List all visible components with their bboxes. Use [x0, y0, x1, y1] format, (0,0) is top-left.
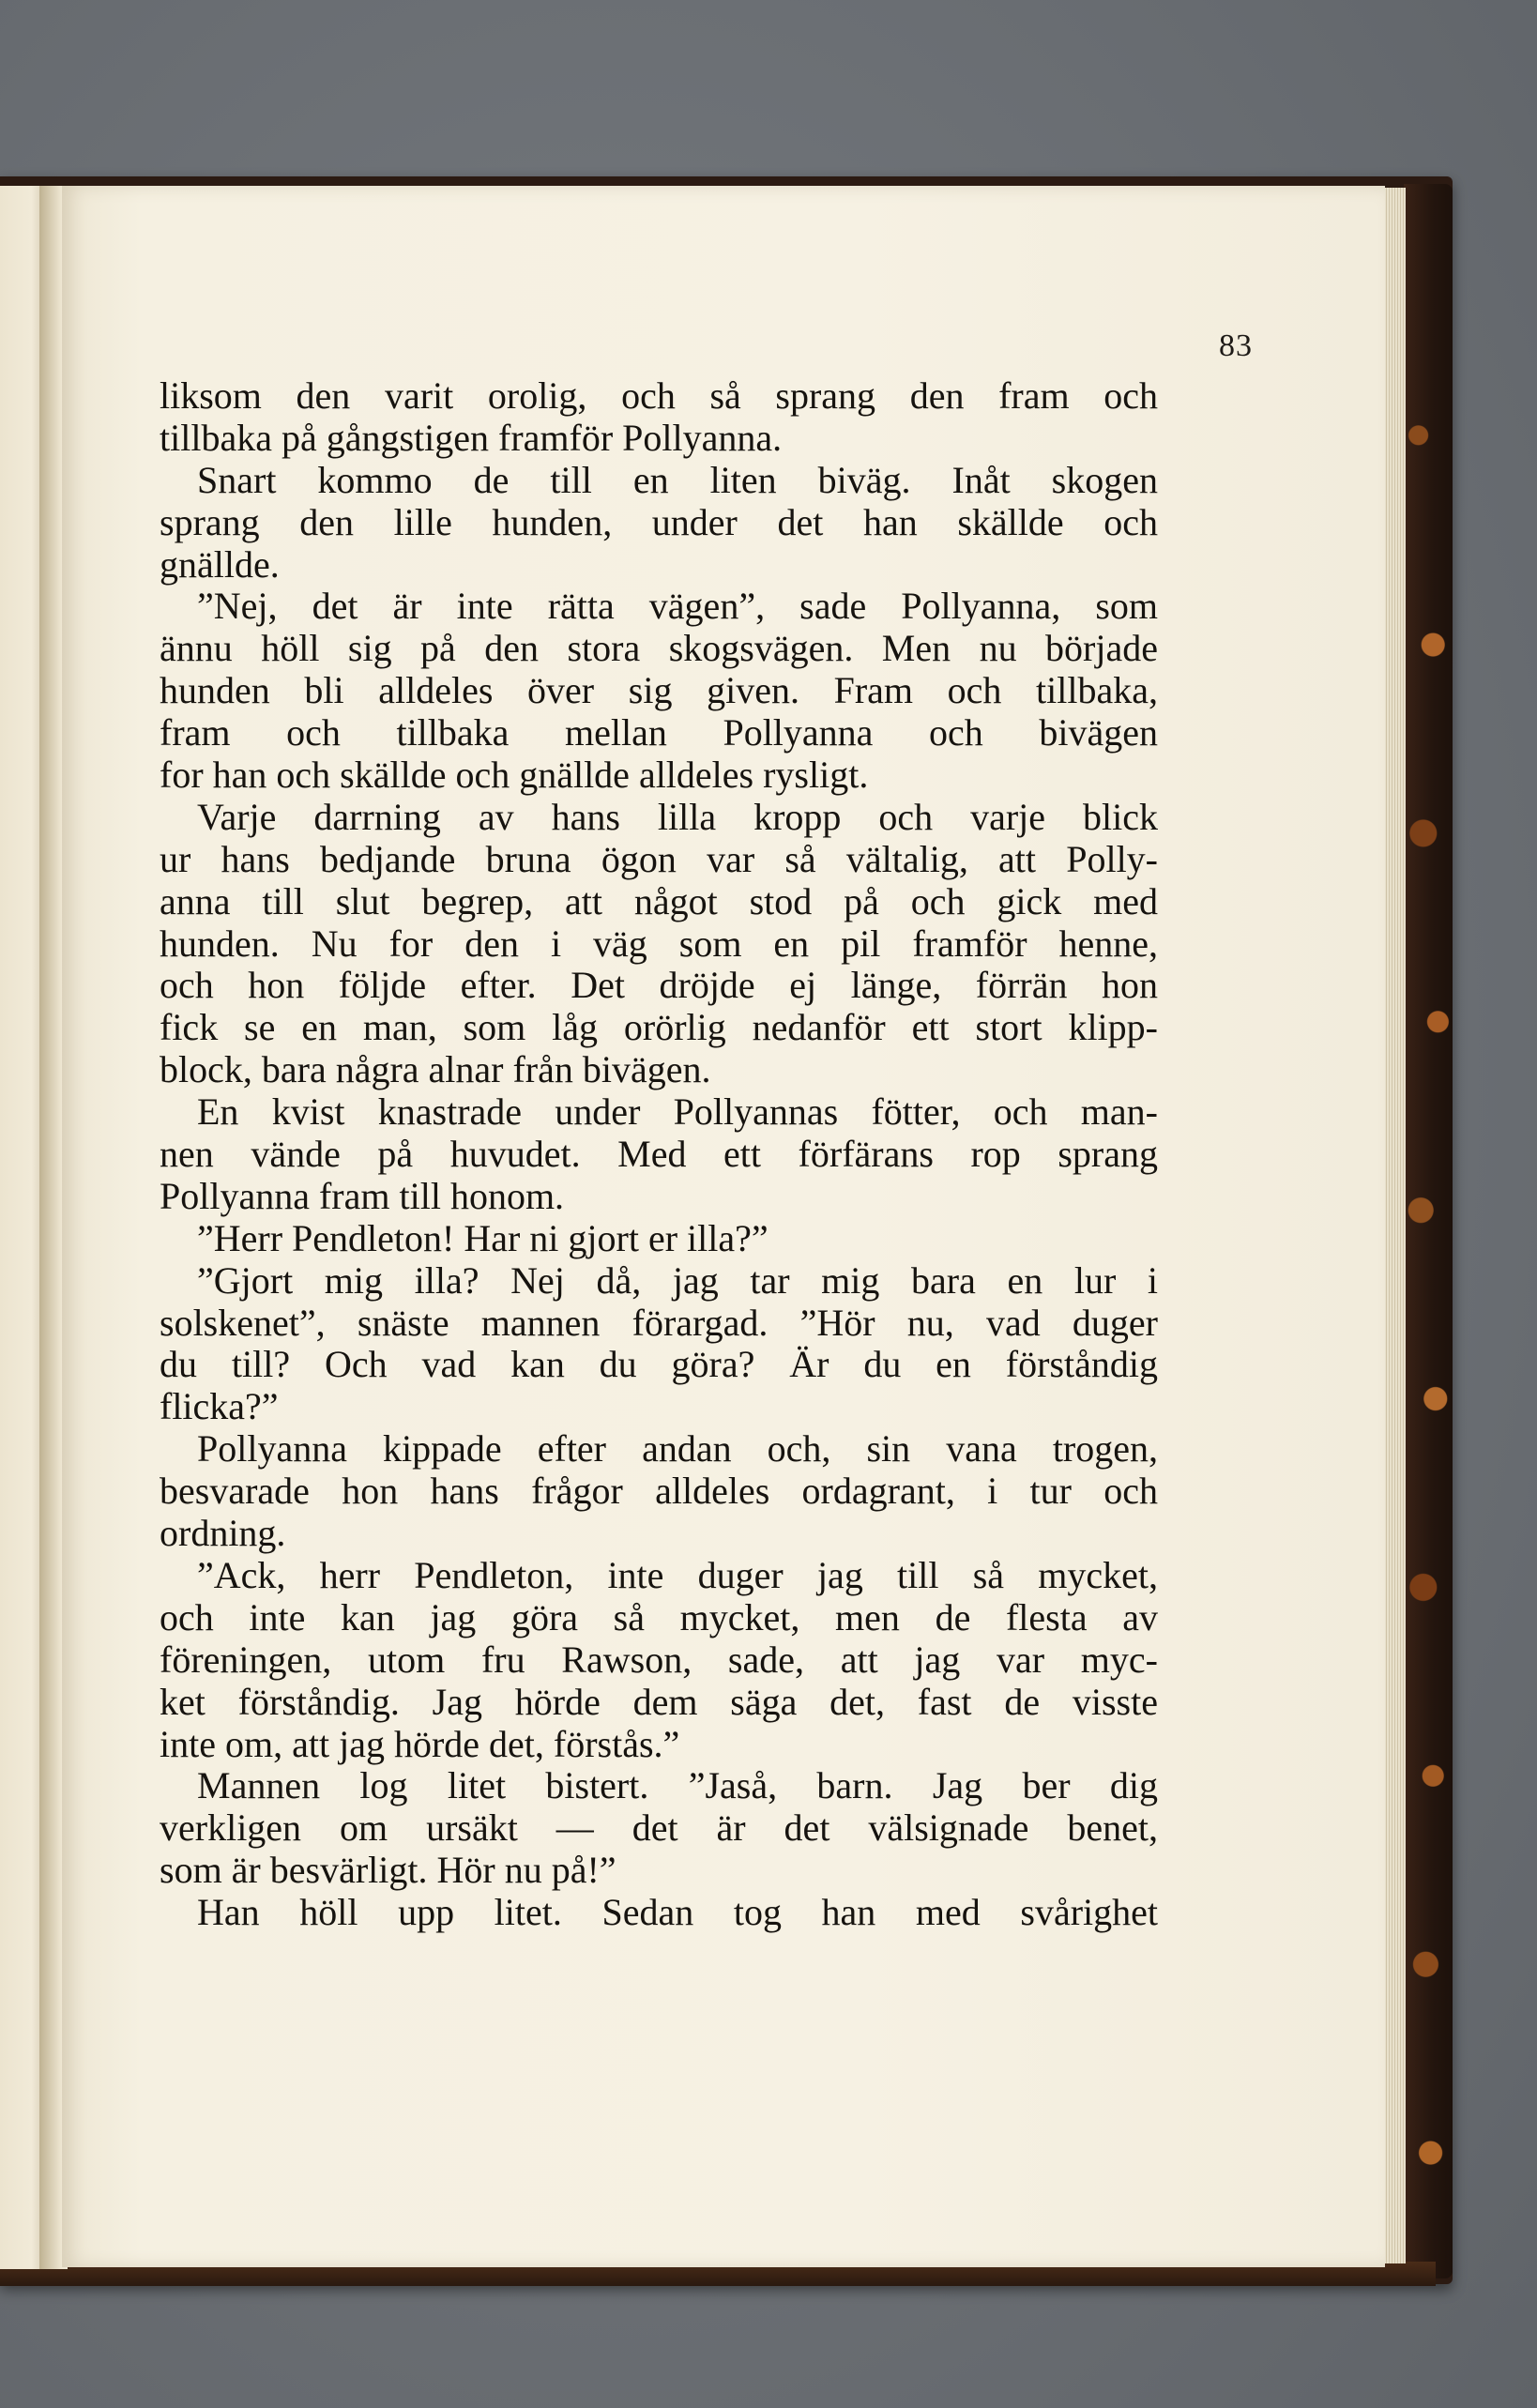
text-line: Snart kommo de till en liten biväg. Inåt skogen: [197, 459, 1158, 501]
text-line: Mannen log litet bistert. ”Jaså, barn. Jag ber dig: [197, 1765, 1158, 1807]
text-line: ur hans bedjande bruna ögon var så vältalig, att Polly-: [160, 838, 1158, 880]
text-line: Pollyanna fram till honom.: [160, 1175, 565, 1217]
text-line: inte om, att jag hörde det, förstås.”: [160, 1723, 680, 1765]
text-line: gnällde.: [160, 543, 280, 586]
text-line: for han och skällde och gnällde alldeles rysligt.: [160, 754, 869, 797]
text-line: anna till slut begrep, att något stod på och gick med: [160, 880, 1158, 922]
text-line: block, bara några alnar från bivägen.: [160, 1049, 711, 1091]
text-line: tillbaka på gångstigen framför Pollyanna.: [160, 417, 783, 459]
text-line: besvarade hon hans frågor alldeles ordagrant, i tur och: [160, 1471, 1158, 1513]
text-line: föreningen, utom fru Rawson, sade, att jag var myc-: [160, 1638, 1158, 1681]
text-line: hunden bli alldeles över sig given. Fram och tillbaka,: [160, 670, 1158, 712]
text-line: En kvist knastrade under Pollyannas fötter, och man-: [197, 1091, 1158, 1134]
text-line: ”Ack, herr Pendleton, inte duger jag till så mycket,: [197, 1554, 1158, 1596]
marbled-cover-edge: [1404, 184, 1453, 2278]
text-line: du till? Och vad kan du göra? Är du en förståndig: [160, 1344, 1158, 1386]
text-line: sprang den lille hunden, under det han skällde och: [160, 501, 1158, 543]
text-line: liksom den varit orolig, och så sprang den fram och: [160, 375, 1158, 417]
text-line: och hon följde efter. Det dröjde ej länge, förrän hon: [160, 965, 1158, 1007]
text-line: ket förståndig. Jag hörde dem säga det, fast de visste: [160, 1681, 1158, 1723]
page-text: [160, 375, 1158, 1934]
left-page-edge: [0, 186, 45, 2269]
text-line: solskenet”, snäste mannen förargad. ”Hör nu, vad duger: [160, 1302, 1158, 1344]
text-line: hunden. Nu for den i väg som en pil framför henne,: [160, 922, 1158, 965]
text-line: fick se en man, som låg orörlig nedanför ett stort klipp-: [160, 1007, 1158, 1049]
text-line: ordning.: [160, 1513, 286, 1555]
text-line: ”Gjort mig illa? Nej då, jag tar mig bara en lur i: [197, 1259, 1158, 1302]
text-line: Varje darrning av hans lilla kropp och varje blick: [197, 796, 1158, 838]
text-line: ännu höll sig på den stora skogsvägen. Men nu började: [160, 628, 1158, 670]
text-line: och inte kan jag göra så mycket, men de flesta av: [160, 1596, 1158, 1638]
text-line: Pollyanna kippade efter andan och, sin vana trogen,: [197, 1428, 1158, 1471]
text-line: nen vände på huvudet. Med ett förfärans rop sprang: [160, 1134, 1158, 1176]
text-line: som är besvärligt. Hör nu på!”: [160, 1850, 616, 1892]
text-line: fram och tillbaka mellan Pollyanna och bivägen: [160, 712, 1158, 754]
page-number: 83: [1219, 328, 1253, 363]
text-line: flicka?”: [160, 1386, 279, 1428]
text-line: ”Nej, det är inte rätta vägen”, sade Pollyanna, som: [197, 586, 1158, 628]
text-line: ”Herr Pendleton! Har ni gjort er illa?”: [197, 1217, 768, 1259]
text-line: verkligen om ursäkt — det är det välsignade benet,: [160, 1807, 1158, 1850]
text-line: Han höll upp litet. Sedan tog han med svårighet: [197, 1892, 1158, 1934]
